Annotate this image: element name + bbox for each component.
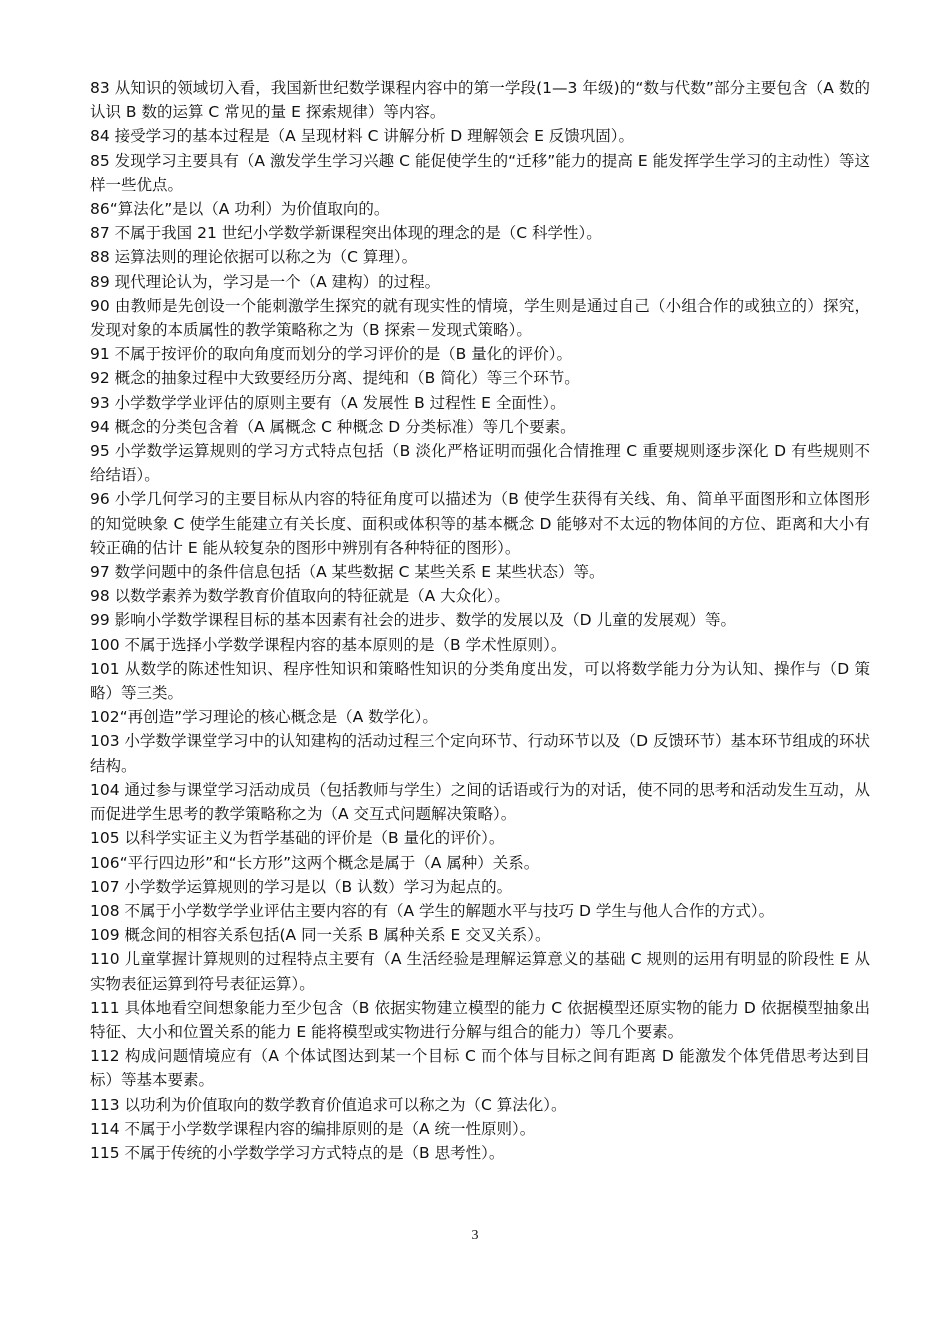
list-item: 106“平行四边形”和“长方形”这两个概念是属于（A 属种）关系。 [90,853,540,872]
list-item: 114 不属于小学数学课程内容的编排原则的是（A 统一性原则）。 [90,1119,536,1138]
list-item: 96 小学几何学习的主要目标从内容的特征角度可以描述为（B 使学生获得有关线、角、简单平面图形和立体图形的知觉映象 C 使学生能建立有关长度、面积或体积等的基本概念 D 能够对不太远的物体间的方位、距离和大小有较正确的估计 E 能从较复杂的图形中辨別有各种特征的图形）。 [90,490,870,557]
list-item: 112 构成问题情境应有（A 个体试图达到某一个目标 C 而个体与目标之间有距离 D 能激发个体凭借思考达到目标）等基本要素。 [90,1047,870,1090]
list-item: 88 运算法则的理论依据可以称之为（C 算理）。 [90,248,418,267]
list-item: 86“算法化”是以（A 功利）为价值取向的。 [90,200,390,219]
list-item: 110 儿童掌握计算规则的过程特点主要有（A 生活经验是理解运算意义的基础 C 规则的运用有明显的阶段性 E 从实物表征运算到符号表征运算）。 [90,950,870,993]
question-list [90,76,870,1165]
list-item: 85 发现学习主要具有（A 激发学生学习兴趣 C 能促使学生的“迁移”能力的提高 E 能发挥学生学习的主动性）等这样一些优点。 [90,151,870,194]
list-item: 99 影响小学数学课程目标的基本因素有社会的进步、数学的发展以及（D 儿童的发展观）等。 [90,611,737,630]
list-item: 113 以功利为价值取向的数学教育价值追求可以称之为（C 算法化）。 [90,1095,567,1114]
list-item: 94 概念的分类包含着（A 属概念 C 种概念 D 分类标准）等几个要素。 [90,417,576,436]
list-item: 91 不属于按评价的取向角度而划分的学习评价的是（B 量化的评价）。 [90,345,572,364]
list-item: 108 不属于小学数学学业评估主要内容的有（A 学生的解题水平与技巧 D 学生与他人合作的方式）。 [90,901,775,920]
list-item: 105 以科学实证主义为哲学基础的评价是（B 量化的评价）。 [90,829,505,848]
list-item: 103 小学数学课堂学习中的认知建构的活动过程三个定向环节、行动环节以及（D 反馈环节）基本环节组成的环状结构。 [90,732,870,775]
list-item: 102“再创造”学习理论的核心概念是（A 数学化）。 [90,708,438,727]
list-item: 90 由教师是先创设一个能刺激学生探究的就有现实性的情境，学生则是通过自己（小组合作的或独立的）探究，发现对象的本质属性的教学策略称之为（B 探索－发现式策略）。 [90,296,870,340]
list-item: 87 不属于我国 21 世纪小学数学新课程突出体现的理念的是（C 科学性）。 [90,224,602,243]
list-item: 93 小学数学学业评估的原则主要有（A 发展性 B 过程性 E 全面性）。 [90,393,566,412]
list-item: 92 概念的抽象过程中大致要经历分离、提纯和（B 简化）等三个环节。 [90,369,580,388]
list-item: 100 不属于选择小学数学课程内容的基本原则的是（B 学术性原则）。 [90,635,567,654]
list-item: 107 小学数学运算规则的学习是以（B 认数）学习为起点的。 [90,877,513,896]
list-item: 98 以数学素养为数学教育价值取向的特征就是（A 大众化）。 [90,587,510,606]
list-item: 111 具体地看空间想象能力至少包含（B 依据实物建立模型的能力 C 依据模型还原实物的能力 D 依据模型抽象出特征、大小和位置关系的能力 E 能将模型或实物进行分解与组合的能力）等几个要素。 [90,998,870,1041]
list-item: 97 数学问题中的条件信息包括（A 某些数据 C 某些关系 E 某些状态）等。 [90,563,605,582]
list-item: 83 从知识的领域切入看，我国新世纪数学课程内容中的第一学段(1—3 年级)的“数与代数”部分主要包含（A 数的认识 B 数的运算 C 常见的量 E 探索规律）等内容。 [90,79,870,122]
list-item: 115 不属于传统的小学数学学习方式特点的是（B 思考性）。 [90,1143,505,1162]
list-item: 84 接受学习的基本过程是（A 呈现材料 C 讲解分析 D 理解领会 E 反馈巩固）。 [90,127,635,146]
list-item: 101 从数学的陈述性知识、程序性知识和策略性知识的分类角度出发，可以将数学能力分为认知、操作与（D 策略）等三类。 [90,659,870,703]
list-item: 104 通过参与课堂学习活动成员（包括教师与学生）之间的话语或行为的对话，使不同的思考和活动发生互动，从而促进学生思考的教学策略称之为（A 交互式问题解决策略）。 [90,780,870,824]
list-item: 89 现代理论认为，学习是一个（A 建构）的过程。 [90,272,441,291]
page-number: 3 [471,1228,479,1243]
list-item: 95 小学数学运算规则的学习方式特点包括（B 淡化严格证明而强化合情推理 C 重要规则逐步深化 D 有些规则不给结语）。 [90,442,870,485]
list-item: 109 概念间的相容关系包括(A 同一关系 B 属种关系 E 交叉关系）。 [90,926,551,945]
